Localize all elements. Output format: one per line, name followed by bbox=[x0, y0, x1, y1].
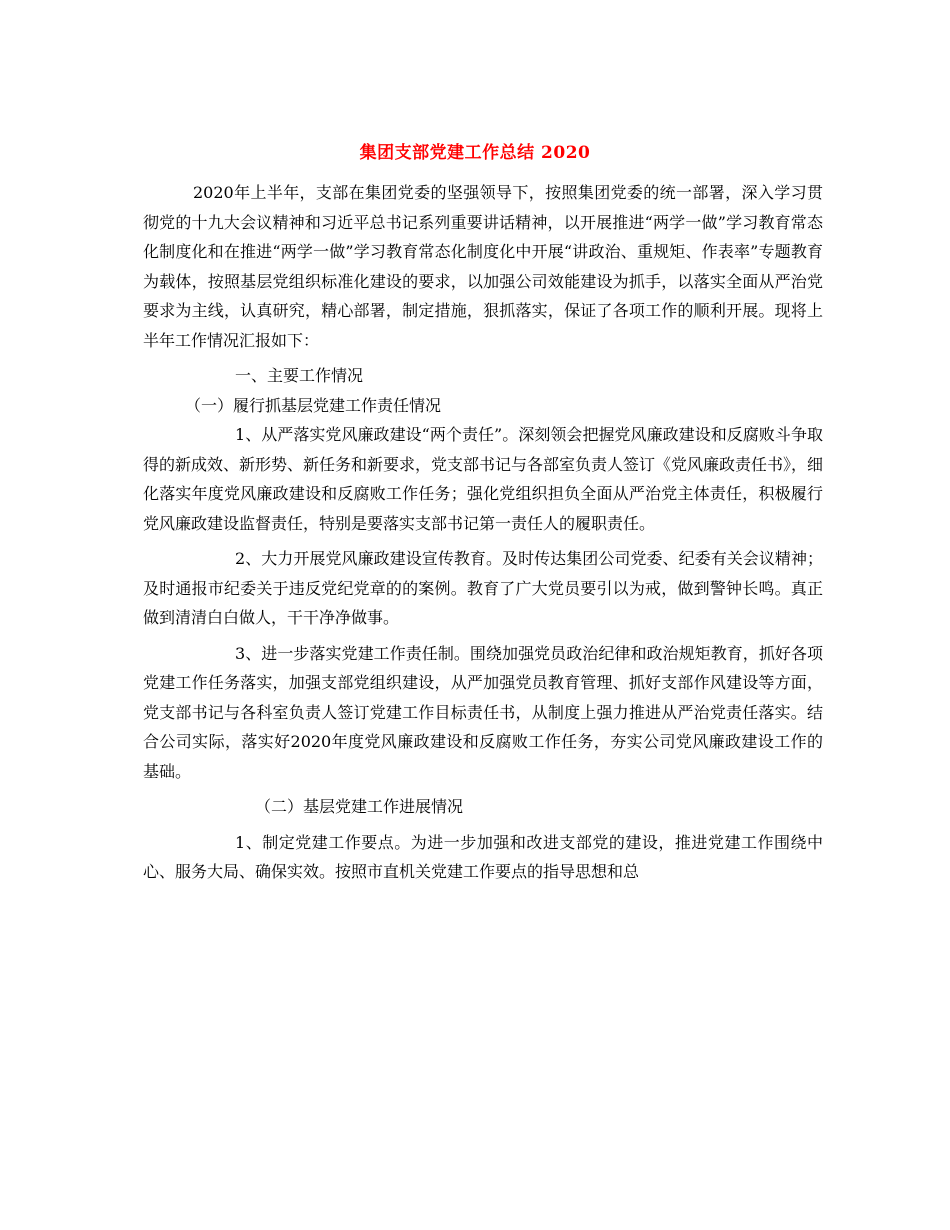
section-heading: 一、主要工作情况 bbox=[235, 366, 364, 385]
list-item: 1、制定党建工作要点。为进一步加强和改进支部党的建设，推进党建工作围绕中心、服务大局、确保实效。按照市直机关党建工作要点的指导思想和总 bbox=[143, 832, 823, 881]
document-title: 集团支部党建工作总结 2020 bbox=[359, 143, 591, 163]
list-item: 1、从严落实党风廉政建设“两个责任”。深刻领会把握党风廉政建设和反腐败斗争取得的新成效、新形势、新任务和新要求，党支部书记与各部室负责人签订《党风廉政责任书》，细化落实年度党风廉政建设和反腐败工作任务；强化党组织担负全面从严治党主体责任，积极履行党风廉政建设监督责任，特别是要落实支部书记第一责任人的履职责任。 bbox=[143, 425, 824, 533]
subsection-heading: （一）履行抓基层党建工作责任情况 bbox=[185, 395, 442, 415]
subsection-heading: （二）基层党建工作进展情况 bbox=[255, 797, 464, 816]
intro-paragraph: 2020年上半年，支部在集团党委的坚强领导下，按照集团党委的统一部署，深入学习贯彻党的十九大会议精神和习近平总书记系列重要讲话精神，以开展推进“两学一做”学习教育常态化制度化和在推进“两学一做”学习教育常态化制度化中开展“讲政治、重规矩、作表率”专题教育为载体，按照基层党组织标准化建设的要求，以加强公司效能建设为抓手，以落实全面从严治党要求为主线，认真研究，精心部署，制定措施，狠抓落实，保证了各项工作的顺利开展。现将上半年工作情况汇报如下： bbox=[143, 183, 823, 350]
list-item: 3、进一步落实党建工作责任制。围绕加强党员政治纪律和政治规矩教育，抓好各项党建工作任务落实，加强支部党组织建设，从严加强党员教育管理、抓好支部作风建设等方面，党支部书记与各科室负责人签订党建工作目标责任书，从制度上强力推进从严治党责任落实。结合公司实际，落实好2020年度党风廉政建设和反腐败工作任务，夯实公司党风廉政建设工作的基础。 bbox=[143, 643, 823, 781]
list-item: 2、大力开展党风廉政建设宣传教育。及时传达集团公司党委、纪委有关会议精神；及时通报市纪委关于违反党纪党章的的案例。教育了广大党员要引以为戒，做到警钟长鸣。真正做到清清白白做人，干干净净做事。 bbox=[143, 549, 823, 627]
document-body bbox=[143, 178, 823, 887]
